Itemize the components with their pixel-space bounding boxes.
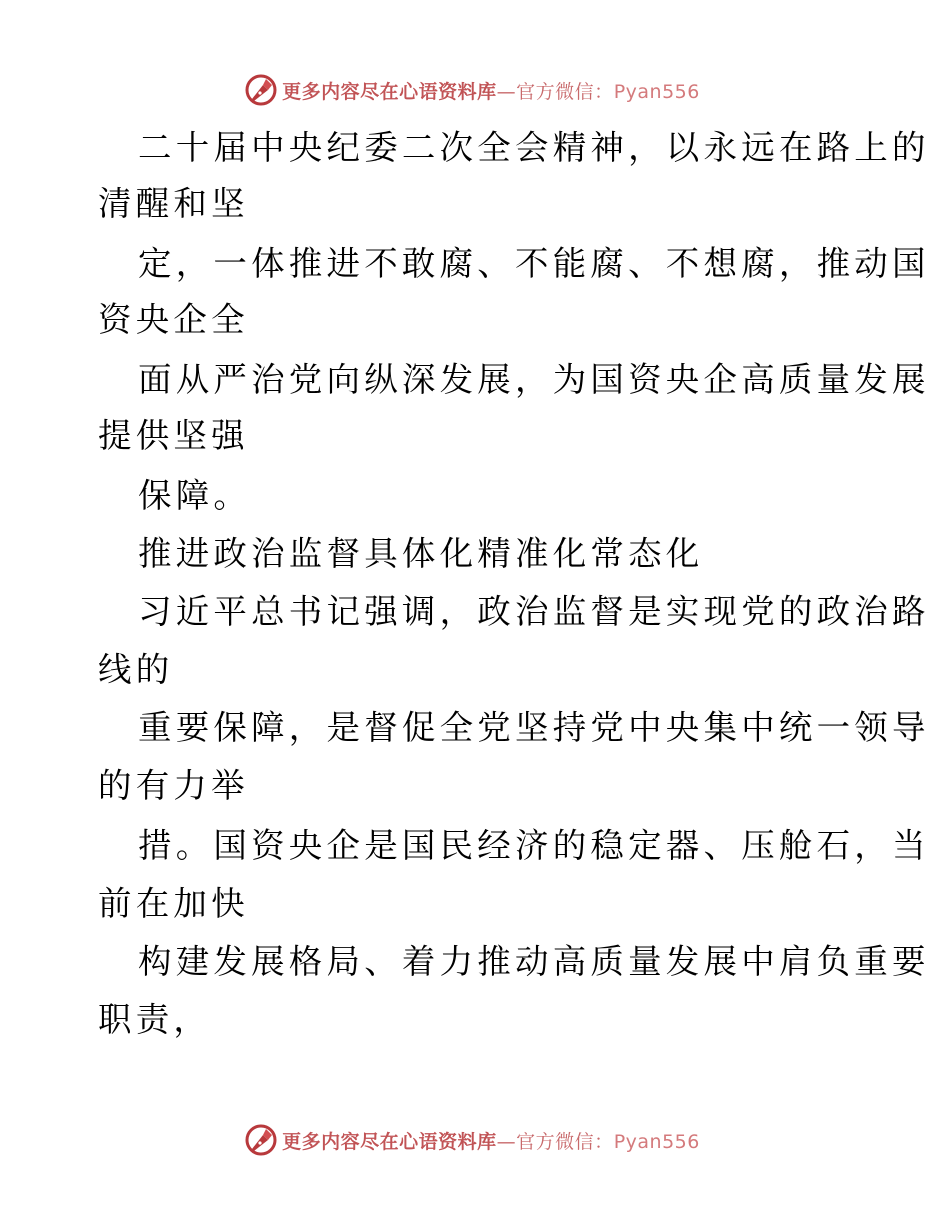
footer-banner-inner bbox=[244, 1123, 700, 1157]
body-line: 线的 bbox=[98, 650, 174, 689]
footer-wechat-label: 官方微信： bbox=[516, 1130, 614, 1153]
footer-banner-text bbox=[282, 1127, 700, 1154]
body-line: 保障。 bbox=[138, 476, 252, 515]
pen-nib-logo-icon bbox=[244, 1123, 278, 1157]
body-line: 推进政治监督具体化精准化常态化 bbox=[138, 534, 704, 573]
pen-nib-logo-icon bbox=[244, 73, 278, 107]
footer-site-name: 更多内容尽在心语资料库 bbox=[282, 1130, 497, 1153]
body-line: 习近平总书记强调，政治监督是实现党的政治路 bbox=[138, 592, 930, 631]
body-line: 的有力举 bbox=[98, 766, 249, 805]
header-banner-text bbox=[282, 77, 700, 104]
body-line: 重要保障，是督促全党坚持党中央集中统一领导 bbox=[138, 708, 930, 747]
body-line: 面从严治党向纵深发展，为国资央企高质量发展 bbox=[138, 360, 930, 399]
header-wechat-id: Pyan556 bbox=[613, 80, 700, 103]
header-banner bbox=[0, 70, 950, 110]
body-line: 资央企全 bbox=[98, 300, 249, 339]
header-wechat-label: 官方微信： bbox=[516, 80, 614, 103]
body-line: 定，一体推进不敢腐、不能腐、不想腐，推动国 bbox=[138, 244, 930, 283]
body-line: 提供坚强 bbox=[98, 416, 249, 455]
footer-banner bbox=[0, 1120, 950, 1160]
body-line: 措。国资央企是国民经济的稳定器、压舱石，当 bbox=[138, 826, 930, 865]
header-site-name: 更多内容尽在心语资料库 bbox=[282, 80, 497, 103]
header-banner-inner bbox=[244, 73, 700, 107]
body-line: 二十届中央纪委二次全会精神，以永远在路上的 bbox=[138, 128, 930, 167]
footer-wechat-id: Pyan556 bbox=[613, 1130, 700, 1153]
body-line: 职责， bbox=[98, 1000, 212, 1039]
body-line: 清醒和坚 bbox=[98, 184, 249, 223]
footer-separator: — bbox=[496, 1130, 517, 1153]
body-line: 构建发展格局、着力推动高质量发展中肩负重要 bbox=[138, 942, 930, 981]
header-separator: — bbox=[496, 80, 517, 103]
body-line: 前在加快 bbox=[98, 884, 249, 923]
